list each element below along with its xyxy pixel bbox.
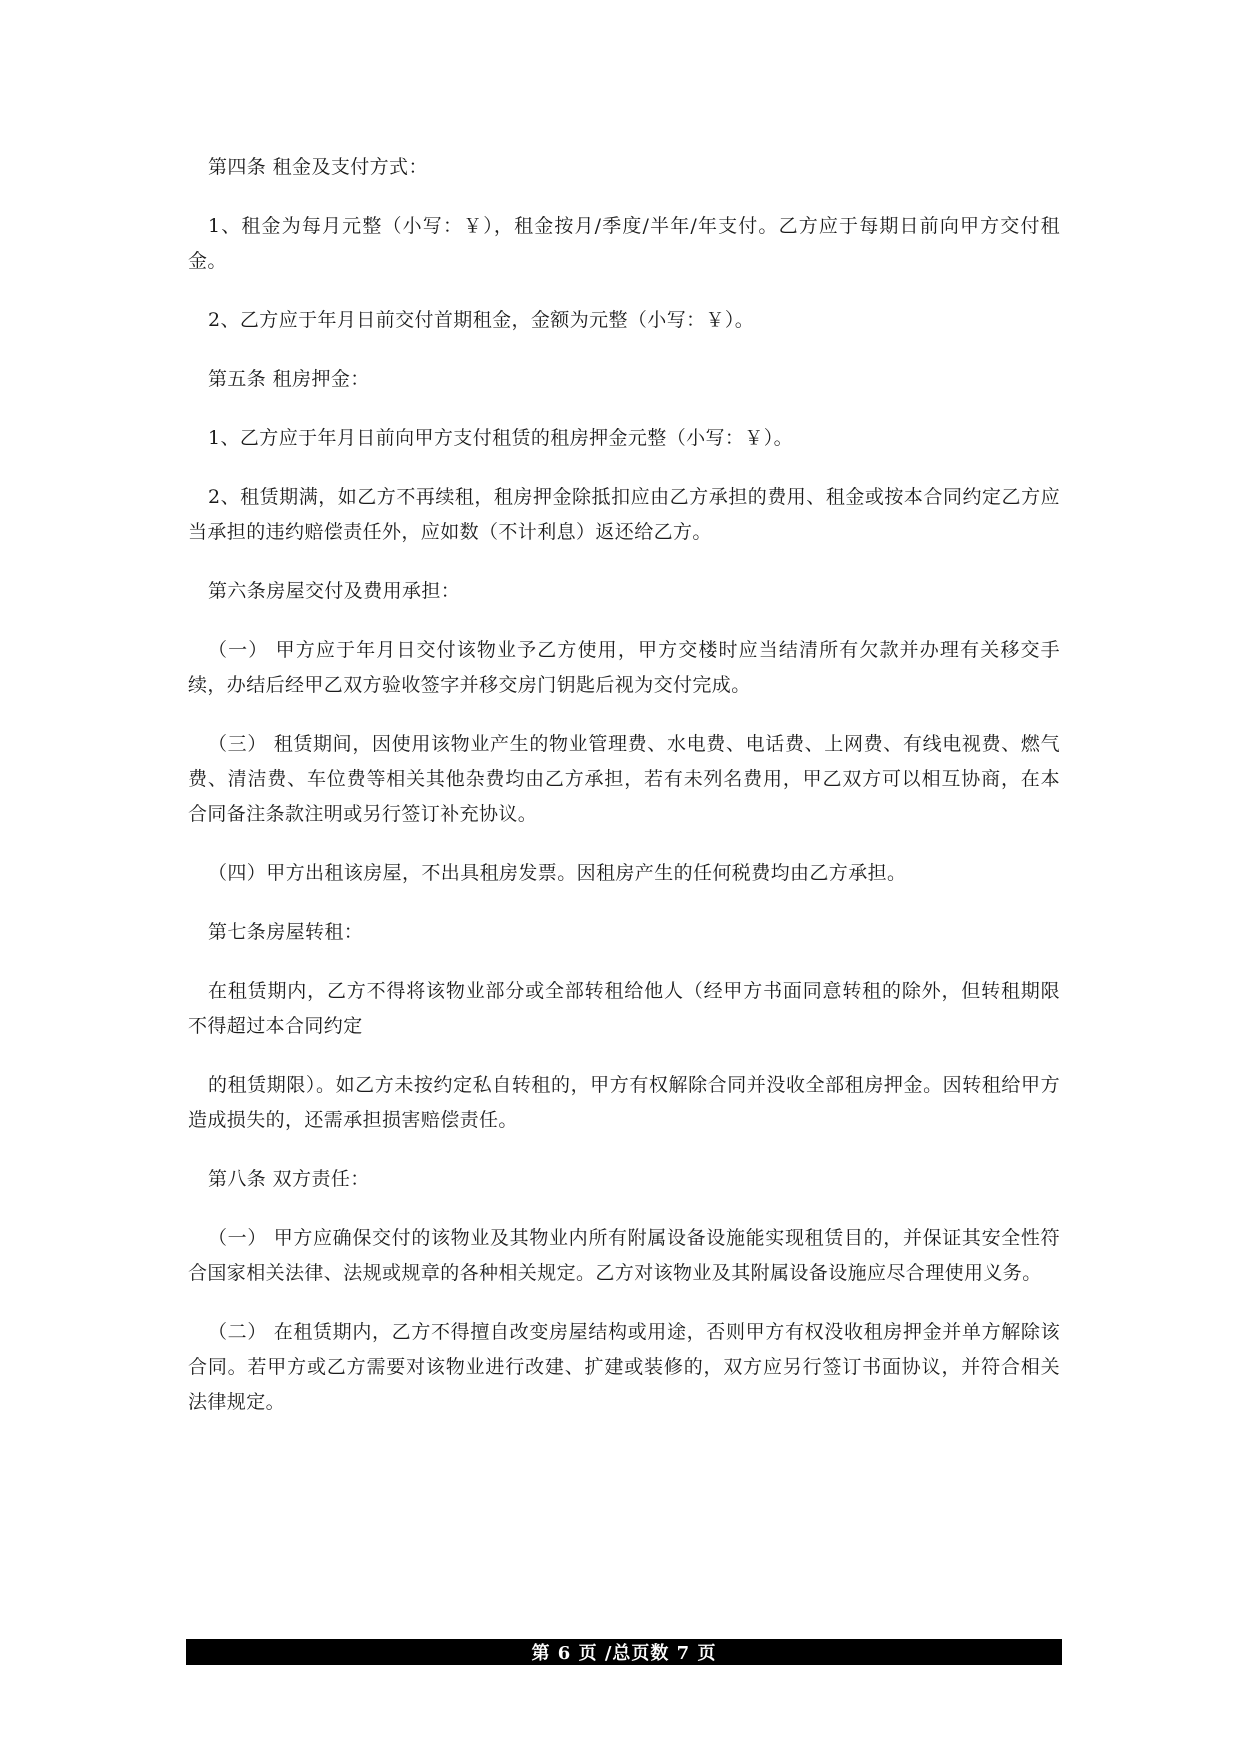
article-6-heading: 第六条房屋交付及费用承担：: [208, 580, 461, 602]
article-8-clause-1: （一） 甲方应确保交付的该物业及其物业内所有附属设备设施能实现租赁目的，并保证其安全性符合国家相关法律、法规或规章的各种相关规定。乙方对该物业及其附属设备设施应尽合理使用义务。: [188, 1227, 1060, 1284]
article-7-text-part-1: 在租赁期内，乙方不得将该物业部分或全部转租给他人（经甲方书面同意转租的除外，但转租期限不得超过本合同约定: [188, 980, 1060, 1037]
article-7-text-part-2: 的租赁期限）。如乙方未按约定私自转租的，甲方有权解除合同并没收全部租房押金。因转租给甲方造成损失的，还需承担损害赔偿责任。: [188, 1074, 1060, 1131]
article-8-heading: 第八条 双方责任：: [208, 1168, 370, 1190]
article-6-clause-3: （三） 租赁期间，因使用该物业产生的物业管理费、水电费、电话费、上网费、有线电视费、燃气费、清洁费、车位费等相关其他杂费均由乙方承担，若有未列名费用，甲乙双方可以相互协商，在本合同备注条款注明或另行签订补充协议。: [188, 733, 1060, 825]
article-4-clause-2: 2、乙方应于年月日前交付首期租金，金额为元整（小写：￥）。: [208, 309, 755, 331]
article-4-heading: 第四条 租金及支付方式：: [208, 156, 428, 178]
article-6-clause-4: （四）甲方出租该房屋，不出具租房发票。因租房产生的任何税费均由乙方承担。: [208, 862, 907, 884]
page-number: 第 6 页 /总页数 7 页: [531, 1643, 717, 1664]
article-8-clause-2: （二） 在租赁期内，乙方不得擅自改变房屋结构或用途，否则甲方有权没收租房押金并单方解除该合同。若甲方或乙方需要对该物业进行改建、扩建或装修的，双方应另行签订书面协议，并符合相关法律规定。: [188, 1321, 1060, 1413]
page-footer: [186, 1639, 1062, 1665]
article-4-clause-1: 1、租金为每月元整（小写：￥），租金按月/季度/半年/年支付。乙方应于每期日前向甲方交付租金。: [188, 215, 1060, 272]
article-6-clause-1: （一） 甲方应于年月日交付该物业予乙方使用，甲方交楼时应当结清所有欠款并办理有关移交手续，办结后经甲乙双方验收签字并移交房门钥匙后视为交付完成。: [188, 639, 1060, 696]
article-5-clause-1: 1、乙方应于年月日前向甲方支付租赁的租房押金元整（小写：￥）。: [208, 427, 793, 449]
document-body: [188, 150, 1060, 1444]
article-7-heading: 第七条房屋转租：: [208, 921, 364, 943]
article-5-heading: 第五条 租房押金：: [208, 368, 370, 390]
article-5-clause-2: 2、租赁期满，如乙方不再续租，租房押金除抵扣应由乙方承担的费用、租金或按本合同约定乙方应当承担的违约赔偿责任外，应如数（不计利息）返还给乙方。: [188, 486, 1060, 543]
